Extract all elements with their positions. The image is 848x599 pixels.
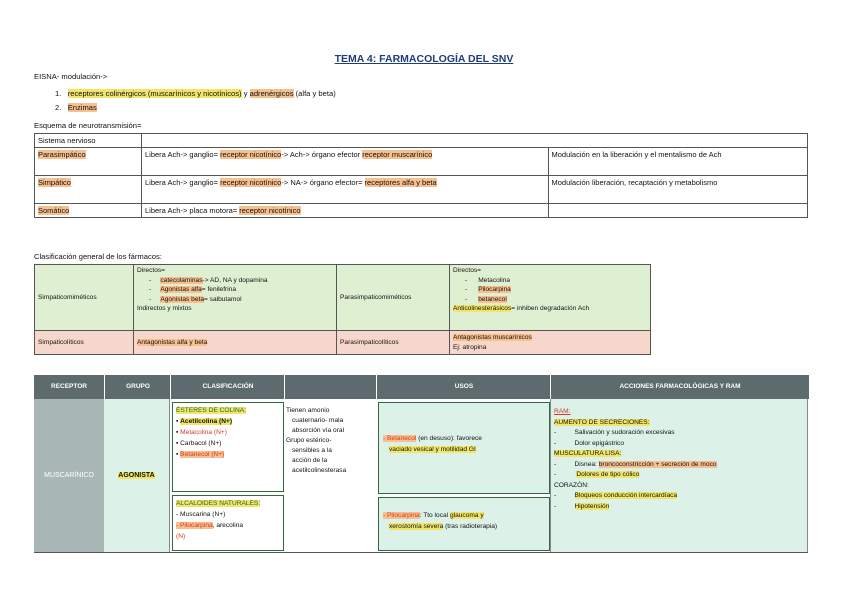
- item-mid: y: [241, 89, 250, 98]
- cora-item: - Hipotensión: [554, 502, 610, 510]
- parasimpaticoliticos-label: Parasimpaticolíticos: [337, 331, 450, 355]
- ester-item: ▪ Carbacol (N+): [176, 440, 222, 447]
- nota-line: Grupo estérico-: [286, 437, 332, 444]
- pm-item-text: Pilocarpina: [478, 286, 511, 293]
- sl-text: Antagonistas alfa y beta: [137, 338, 208, 346]
- clasif-table: [34, 264, 651, 355]
- row-pre: Libera Ach-> ganglio=: [145, 178, 221, 187]
- header-receptor: RECEPTOR: [34, 375, 104, 399]
- uso-rest: : Tto local: [419, 512, 450, 519]
- acciones-cell: [550, 399, 808, 553]
- musc-hl: broncoconstricción + secreción de moco: [598, 460, 717, 468]
- uso-hl2: glaucoma y: [449, 512, 484, 519]
- uso-rest: (en desuso): favorece: [416, 435, 482, 442]
- ram-title: RAM:: [554, 408, 571, 415]
- sm-item-rest: = fenilefrina: [201, 286, 237, 293]
- sm-item: - Agonistas alfa= fenilefrina: [149, 286, 237, 293]
- grupo-text: AGONISTA: [118, 472, 155, 479]
- sm-item-hl: Agonistas beta: [160, 295, 204, 303]
- row-mid: -> NA-> órgano efector=: [281, 178, 365, 187]
- pm-item: - Pilocarpina: [465, 286, 511, 293]
- header-grupo: GRUPO: [104, 375, 171, 399]
- ester-text: Carbacol (N+): [180, 440, 222, 447]
- row-pre: Libera Ach-> ganglio=: [145, 150, 221, 159]
- uso-hl: - Pilocarpina: [383, 512, 420, 519]
- nota-box: [286, 406, 376, 476]
- intro-line: [34, 72, 107, 81]
- parasimpaticomimeticos-label: Parasimpaticomiméticos: [337, 265, 450, 331]
- schema-row: [35, 148, 808, 176]
- pm-item-text: Metacolina: [478, 276, 511, 284]
- pm-direct: Directos=: [453, 267, 482, 274]
- item-tail: (alfa y beta): [293, 89, 336, 98]
- table-bottom-border: [34, 552, 808, 553]
- row-hl2: receptor muscarínico: [362, 150, 433, 159]
- row-pre: Libera Ach-> placa motora=: [145, 206, 240, 215]
- header-blank: [284, 375, 377, 399]
- uso-line2-rest: (tras radioterapia): [443, 523, 498, 530]
- uso-pilocarpina: [378, 497, 550, 551]
- intro-rest: - modulación->: [56, 72, 108, 81]
- alcaloide-item: [176, 520, 280, 531]
- row-name: Simpático: [38, 178, 71, 187]
- schema-row: [35, 176, 808, 204]
- musc-title: MUSCULATURA LISA:: [554, 450, 622, 457]
- sm-direct: Directos=: [137, 267, 166, 274]
- item-highlight: Enzimas: [67, 103, 97, 112]
- receptor-cell: MUSCARÍNICO: [34, 399, 104, 553]
- uso-hl: - Betanecol: [383, 435, 417, 442]
- row-right: Modulación liberación, recaptación y metabolismo: [548, 176, 808, 204]
- esteres-box: [172, 402, 284, 492]
- sm-item-hl: Agonistas alfa: [160, 286, 202, 293]
- schema-label: Esquema de neurotransmisión=: [34, 121, 142, 130]
- pl-ej: Ej: atropina: [453, 343, 487, 351]
- item-highlight-2: adrenérgicos: [249, 89, 294, 98]
- row-name: Somático: [38, 206, 70, 215]
- sm-item-rest: -> AD, NA y dopamina: [202, 276, 268, 284]
- musc-pre: Disnea:: [574, 460, 599, 468]
- eisna-label: EISNA: [34, 72, 57, 81]
- nota-line: cuaternario- mala: [292, 417, 344, 424]
- uso-betanecol: [378, 402, 550, 494]
- sm-item-rest: = salbutamol: [203, 295, 242, 303]
- row-hl1: receptor nicotínico: [239, 206, 301, 215]
- nota-line: acetilcolinesterasa: [292, 467, 347, 474]
- cora-item-text: Bloqueos conducción intercardíaca: [574, 492, 678, 499]
- alcaloide-hl: - Pilocarpina: [176, 522, 213, 529]
- cora-title: CORAZÓN:: [554, 481, 589, 489]
- alcaloide-rest: , arecolina: [212, 522, 244, 529]
- header-acciones: ACCIONES FARMACOLÓGICAS Y RAM: [550, 375, 809, 399]
- uso-line2: vaciado vesical y motilidad GI: [389, 446, 476, 453]
- alcaloides-box: [172, 495, 284, 551]
- musc-item: - Disnea: broncoconstricción + secreción de moco: [554, 460, 717, 468]
- ester-text: Acetilcolina (N+): [180, 418, 233, 425]
- alcaloide-item: - Muscarina (N+): [176, 511, 226, 518]
- row-name: Parasimpático: [38, 150, 86, 159]
- item-num: 1.: [55, 89, 62, 98]
- simpaticoliticos-label: Simpaticolíticos: [35, 331, 134, 355]
- ester-text: Metacolina (N+): [180, 429, 227, 436]
- simpaticomimeticos-label: Simpaticomiméticos: [35, 265, 134, 331]
- pm-item: - betanecol: [465, 295, 507, 303]
- sm-item: - Agonistas beta= salbutamol: [149, 295, 242, 303]
- ram-item: - Salivación y sudoración excesivas: [554, 429, 675, 436]
- cora-item: - Bloqueos conducción intercardíaca: [554, 492, 678, 499]
- row-right: Modulación en la liberación y el mentalismo de Ach: [548, 148, 808, 176]
- ester-item: ▪ Betanecol (N+): [176, 451, 225, 458]
- alcaloides-title: ALCALOIDES NATURALES:: [176, 500, 261, 507]
- cora-item-text: Hipotensión: [574, 502, 610, 510]
- intro-item-2: [55, 103, 97, 112]
- row-mid: -> Ach-> órgano efector: [281, 150, 363, 159]
- pharma-table: [34, 375, 808, 553]
- pm-item: - Metacolina: [465, 276, 511, 284]
- musc-item: - Dolores de tipo cólico: [554, 471, 640, 478]
- schema-row: [35, 204, 808, 218]
- ester-item: ▪ Metacolina (N+): [176, 429, 227, 436]
- musc-hl: Dolores de tipo cólico: [576, 471, 640, 478]
- pl-text: Antagonistas muscarínicos: [453, 334, 532, 341]
- uso-line2: xerostomía severa: [389, 523, 444, 530]
- nota-line: Tienen amonio: [286, 407, 330, 414]
- pm-item-text: betanecol: [478, 295, 507, 303]
- ester-text: Betanecol (N+): [180, 451, 225, 458]
- ester-item: ▪ Acetilcolina (N+): [176, 418, 233, 425]
- esteres-title: ÉSTERES DE COLINA:: [176, 407, 246, 414]
- pm-anticol-rest: = inhiben degradación Ach: [511, 305, 590, 312]
- nota-line: sensibles a la: [292, 447, 332, 454]
- sm-indirect: Indirectos y mixtos: [137, 305, 192, 312]
- ram-sub: AUMENTO DE SECRECIONES:: [554, 418, 650, 426]
- pm-anticol: [453, 304, 647, 314]
- schema-header: Sistema nervioso: [35, 134, 142, 148]
- header-clasificacion: CLASIFICACIÓN: [170, 375, 285, 399]
- row-hl2: receptores alfa y beta: [364, 178, 437, 187]
- alcaloide-item: (N): [176, 533, 186, 540]
- nota-line: absorción vía oral: [292, 427, 345, 434]
- grupo-cell: [104, 399, 170, 553]
- header-usos: USOS: [376, 375, 551, 399]
- row-hl1: receptor nicotínico: [220, 178, 282, 187]
- item-num: 2.: [55, 103, 62, 112]
- clasif-label: Clasificación general de los fármacos:: [34, 252, 162, 261]
- item-highlight: receptores colinérgicos (muscarínicos y nicotínicos): [67, 89, 242, 98]
- schema-table: [34, 133, 808, 218]
- row-hl1: receptor nicotínico: [220, 150, 282, 159]
- nota-line: acción de la: [292, 457, 328, 464]
- sm-item-hl: catecolaminas: [160, 276, 203, 284]
- ram-item: - Dolor epigástrico: [554, 439, 624, 447]
- intro-item-1: [55, 89, 336, 98]
- ram-item-text: Salivación y sudoración excesivas: [574, 429, 675, 436]
- sm-item: - catecolaminas-> AD, NA y dopamina: [149, 276, 268, 284]
- page-title: TEMA 4: FARMACOLOGÍA DEL SNV: [334, 53, 514, 65]
- pm-anticol-hl: Anticolinesterásicos: [453, 305, 512, 312]
- ram-item-text: Dolor epigástrico: [574, 439, 624, 447]
